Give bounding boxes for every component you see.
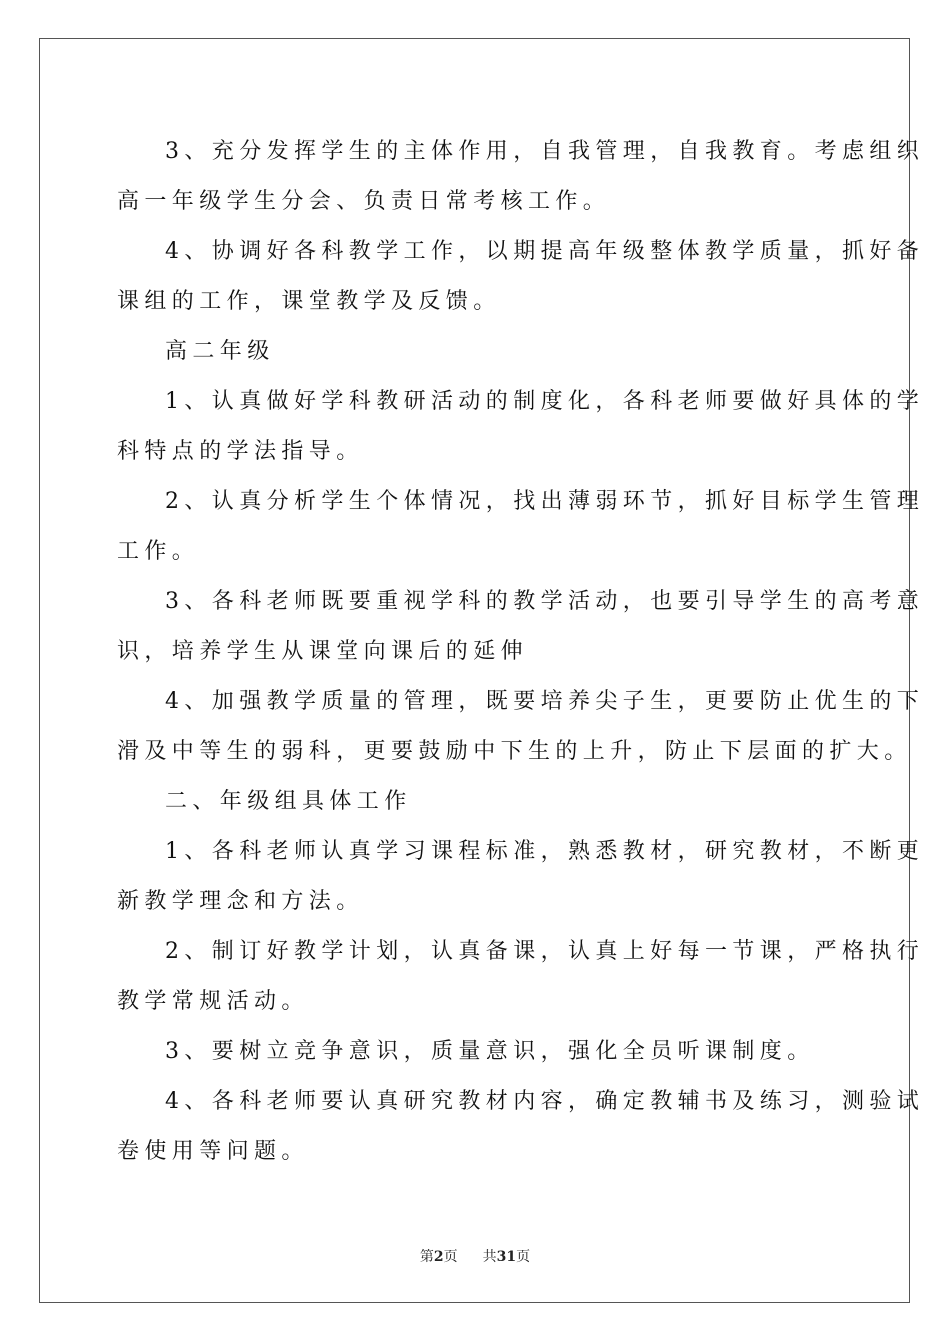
text-line: 3、各科老师既要重视学科的教学活动，也要引导学生的高考意 (165, 589, 925, 614)
paragraph (117, 677, 925, 777)
section-heading (117, 327, 833, 377)
paragraph (117, 827, 925, 927)
section-heading (117, 777, 833, 827)
text-line: 卷使用等问题。 (117, 1139, 309, 1164)
paragraph (117, 477, 925, 577)
text-line: 二、年级组具体工作 (165, 789, 412, 814)
text-line: 4、各科老师要认真研究教材内容，确定教辅书及练习，测验试 (165, 1089, 925, 1114)
current-page: 2 (433, 1249, 444, 1265)
document-body (117, 127, 925, 1177)
text-line: 教学常规活动。 (117, 989, 309, 1014)
text-line: 1、各科老师认真学习课程标准，熟悉教材，研究教材，不断更 (165, 839, 925, 864)
total-prefix: 共 (482, 1249, 497, 1265)
paragraph (117, 577, 925, 677)
text-line: 4、协调好各科教学工作，以期提高年级整体教学质量，抓好备 (165, 239, 925, 264)
paragraph (117, 227, 925, 327)
text-line: 新教学理念和方法。 (117, 889, 364, 914)
text-line: 3、充分发挥学生的主体作用，自我管理，自我教育。考虑组织 (165, 139, 925, 164)
text-line: 科特点的学法指导。 (117, 439, 364, 464)
page-prefix: 第 (419, 1249, 434, 1265)
page-number (420, 1246, 458, 1266)
text-line: 高二年级 (165, 339, 275, 364)
page-suffix: 页 (443, 1249, 458, 1265)
text-line: 2、认真分析学生个体情况，找出薄弱环节，抓好目标学生管理 (165, 489, 925, 514)
paragraph (117, 927, 925, 1027)
paragraph (117, 1027, 833, 1077)
paragraph (117, 127, 925, 227)
total-pages: 31 (496, 1249, 517, 1265)
total-suffix: 页 (516, 1249, 531, 1265)
text-line: 课组的工作，课堂教学及反馈。 (117, 289, 501, 314)
page-footer (0, 1246, 950, 1266)
page-total (483, 1246, 530, 1266)
text-line: 识，培养学生从课堂向课后的延伸 (117, 639, 529, 664)
text-line: 4、加强教学质量的管理，既要培养尖子生，更要防止优生的下 (165, 689, 925, 714)
paragraph (117, 377, 925, 477)
text-line: 高一年级学生分会、负责日常考核工作。 (117, 189, 611, 214)
text-line: 3、要树立竞争意识，质量意识，强化全员听课制度。 (165, 1039, 815, 1064)
paragraph (117, 1077, 925, 1177)
text-line: 滑及中等生的弱科，更要鼓励中下生的上升，防止下层面的扩大。 (117, 739, 912, 764)
text-line: 1、认真做好学科教研活动的制度化，各科老师要做好具体的学 (165, 389, 925, 414)
text-line: 工作。 (117, 539, 200, 564)
text-line: 2、制订好教学计划，认真备课，认真上好每一节课，严格执行 (165, 939, 925, 964)
